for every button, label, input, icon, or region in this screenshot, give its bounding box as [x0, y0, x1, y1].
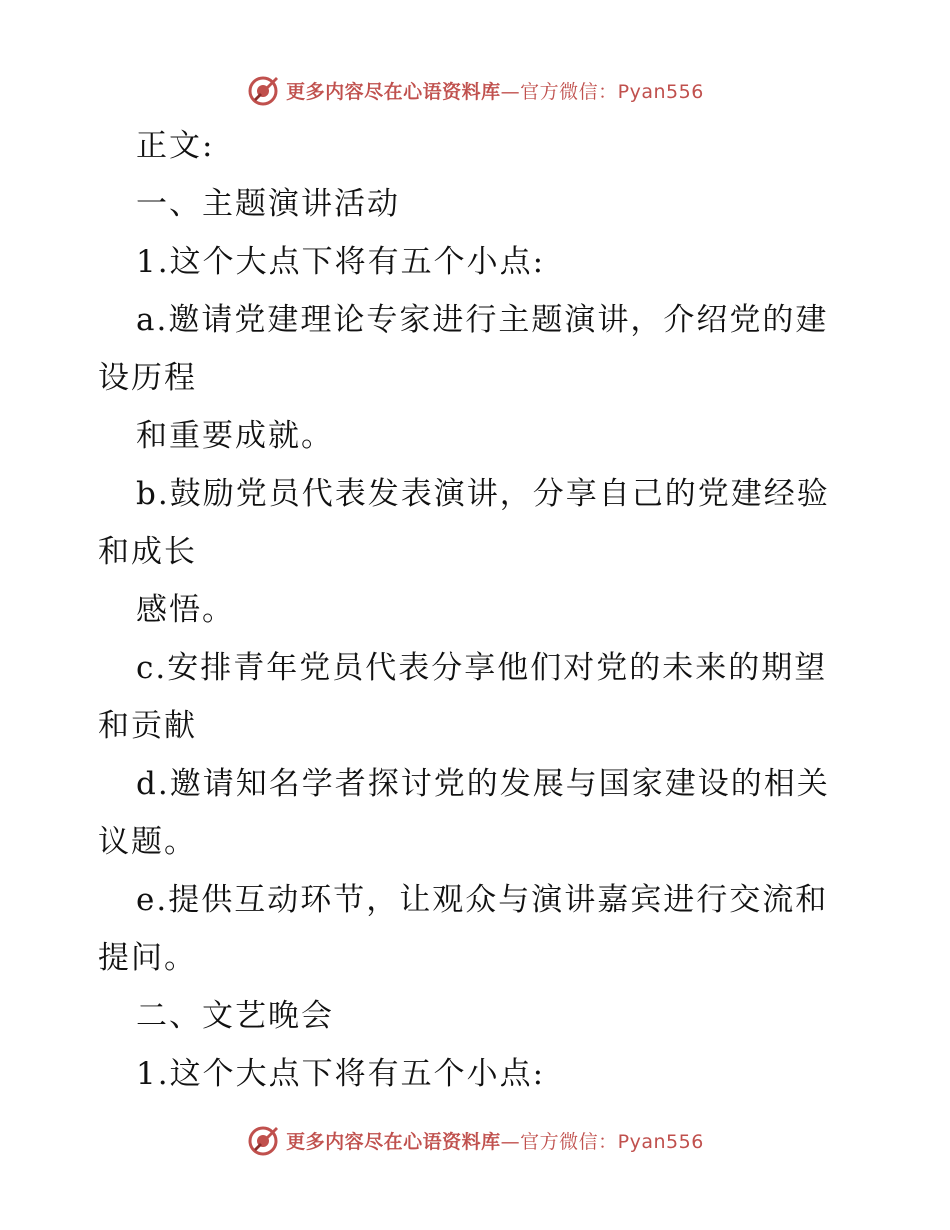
item-a-line-2: 设历程 — [98, 360, 197, 396]
item-c-line-2: 和贡献 — [98, 708, 197, 744]
item-b-line-3: 感悟。 — [136, 592, 235, 628]
section-label: 正文: — [136, 128, 215, 164]
watermark-brand: 更多内容尽在心语资料库 — [286, 80, 501, 103]
item-a-line-1: a.邀请党建理论专家进行主题演讲，介绍党的建 — [136, 302, 829, 338]
watermark-contact: —官方微信：Pyan556 — [500, 80, 704, 103]
subheading-2: 1.这个大点下将有五个小点: — [136, 1056, 546, 1092]
watermark-contact: —官方微信：Pyan556 — [500, 1130, 704, 1153]
watermark-brand: 更多内容尽在心语资料库 — [286, 1130, 501, 1153]
document-body — [98, 117, 854, 1103]
header-watermark — [0, 70, 950, 110]
item-e-line-2: 提问。 — [98, 940, 197, 976]
heading-1: 一、主题演讲活动 — [136, 186, 400, 222]
item-c-line-1: c.安排青年党员代表分享他们对党的未来的期望 — [136, 650, 828, 686]
pen-seal-logo-icon — [246, 73, 280, 107]
item-e-line-1: e.提供互动环节，让观众与演讲嘉宾进行交流和 — [136, 882, 829, 918]
item-d-line-2: 议题。 — [98, 824, 197, 860]
item-d-line-1: d.邀请知名学者探讨党的发展与国家建设的相关 — [136, 766, 830, 802]
pen-seal-logo-icon — [246, 1123, 280, 1157]
item-a-line-3: 和重要成就。 — [136, 418, 334, 454]
footer-watermark — [0, 1120, 950, 1160]
heading-2: 二、文艺晚会 — [136, 998, 334, 1034]
subheading-1: 1.这个大点下将有五个小点: — [136, 244, 546, 280]
item-b-line-1: b.鼓励党员代表发表演讲，分享自己的党建经验 — [136, 476, 830, 512]
item-b-line-2: 和成长 — [98, 534, 197, 570]
